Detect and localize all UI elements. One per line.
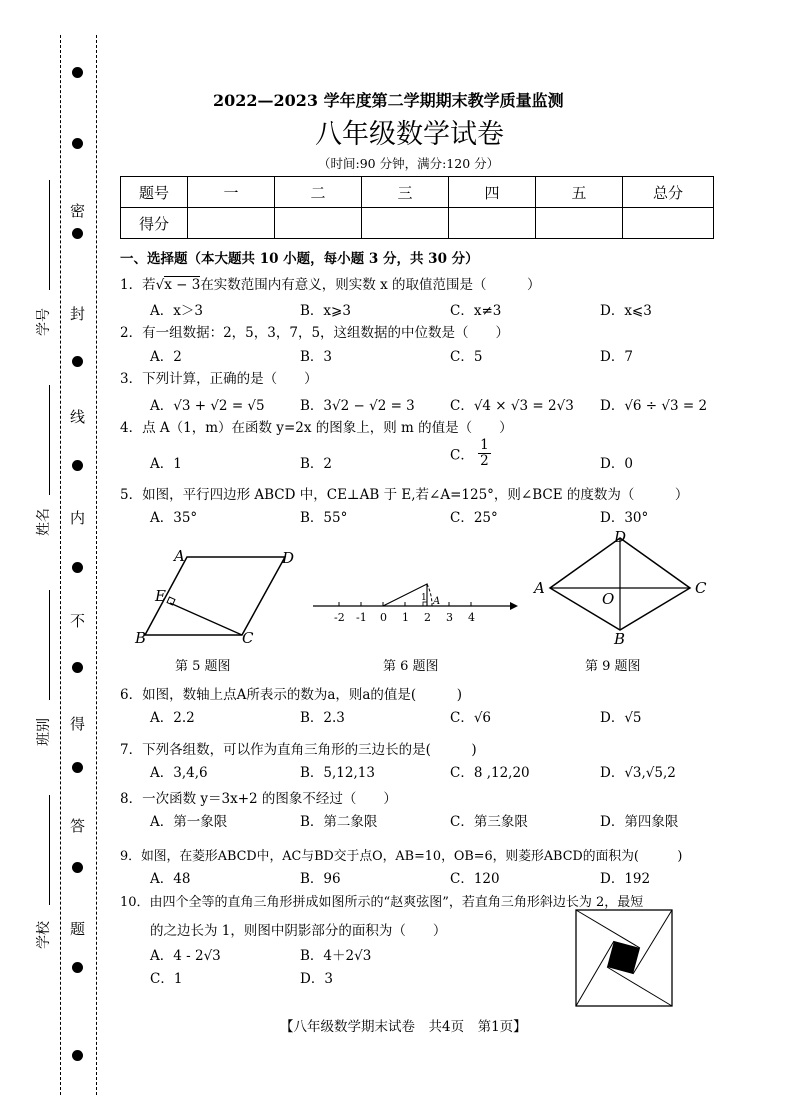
q2-option-b: B．3 <box>300 349 333 365</box>
fig5-label-e: E <box>155 587 166 605</box>
fig5-label-a: A <box>174 547 185 565</box>
binding-dot <box>72 228 83 239</box>
question-2: 2．有一组数据：2，5，3，7，5，这组数据的中位数是（ ） <box>120 325 510 341</box>
q8-option-b: B．第二象限 <box>300 814 378 830</box>
score-table-header: 一 <box>188 177 275 208</box>
figure-5-caption: 第 5 题图 <box>175 659 231 674</box>
q8-option-d: D．第四象限 <box>600 814 679 830</box>
q9-option-a: A．48 <box>150 871 191 887</box>
binding-dot <box>72 460 83 471</box>
q9-option-b: B．96 <box>300 871 341 887</box>
q6-option-a: A．2.2 <box>150 710 195 726</box>
figure-9-caption: 第 9 题图 <box>585 659 641 674</box>
fig6-tick-label: 1 <box>402 611 409 624</box>
q9-option-c: C．120 <box>450 871 500 887</box>
school-line <box>49 795 50 905</box>
q1-option-b: B．x⩾3 <box>300 303 351 319</box>
q4-option-c-label: C． <box>450 447 474 464</box>
q10-option-b: B．4＋2√3 <box>300 948 372 964</box>
binding-dot <box>72 662 83 673</box>
question-7: 7．下列各组数，可以作为直角三角形的三边长的是( ) <box>120 742 477 758</box>
score-cell[interactable] <box>188 208 275 239</box>
question-9: 9．如图，在菱形ABCD中，AC与BD交于点O，AB=10，OB=6，则菱形ABCD的面积为( ) <box>120 849 683 864</box>
q2-option-a: A．2 <box>150 349 182 365</box>
q4-option-c <box>450 438 491 469</box>
binding-dot <box>72 67 83 78</box>
score-cell[interactable] <box>623 208 714 239</box>
fig6-tick-label: 3 <box>446 611 453 624</box>
score-table-header: 三 <box>362 177 449 208</box>
fig5-label-d: D <box>282 549 295 567</box>
q1-option-a: A．x＞3 <box>150 303 203 319</box>
q7-option-d: D．√3,√5,2 <box>600 765 676 781</box>
binding-char-ti: 题 <box>70 920 86 938</box>
question-3: 3．下列计算，正确的是（ ） <box>120 371 318 387</box>
score-table <box>120 176 714 239</box>
binding-dot <box>72 762 83 773</box>
binding-char-xian: 线 <box>70 408 86 426</box>
binding-dot <box>72 862 83 873</box>
score-table-header: 总分 <box>623 177 714 208</box>
binding-char-feng: 封 <box>70 305 86 323</box>
score-table-header: 四 <box>449 177 536 208</box>
q6-option-b: B．2.3 <box>300 710 345 726</box>
question-10-line-2: 的之边长为 1，则图中阴影部分的面积为（ ） <box>150 923 447 939</box>
q4-option-b: B．2 <box>300 456 333 472</box>
sqrt-sign: √ <box>155 277 165 293</box>
q8-option-c: C．第三象限 <box>450 814 528 830</box>
q10-option-d: D．3 <box>300 971 333 987</box>
q1-radicand: x − 3 <box>164 277 201 293</box>
fig6-tick-label: -2 <box>334 611 345 624</box>
score-cell[interactable] <box>275 208 362 239</box>
q7-option-a: A．3,4,6 <box>150 765 208 781</box>
name-line <box>49 385 50 495</box>
binding-char-da: 答 <box>70 817 86 835</box>
student-id-label: 学号 <box>36 308 52 336</box>
question-8: 8．一次函数 y＝3x+2 的图象不经过（ ） <box>120 791 397 807</box>
question-6: 6．如图，数轴上点A所表示的数为a，则a的值是( ) <box>120 687 462 703</box>
q8-option-a: A．第一象限 <box>150 814 228 830</box>
q1-option-c: C．x≠3 <box>450 303 502 319</box>
fig6-leg-label: 1 <box>421 593 427 603</box>
binding-char-mi: 密 <box>70 202 86 220</box>
fig9-label-d: D <box>614 528 627 546</box>
student-id-line <box>49 180 50 290</box>
exam-info: （时间:90 分钟，满分:120 分） <box>318 156 500 171</box>
q5-option-d: D．30° <box>600 510 649 526</box>
q10-option-a: A．4 - 2√3 <box>150 948 221 964</box>
binding-char-bu: 不 <box>70 612 86 630</box>
page-footer: 【八年级数学期末试卷 共4页 第1页】 <box>280 1019 527 1035</box>
q1-option-d: D．x⩽3 <box>600 303 652 319</box>
question-4: 4．点 A（1，m）在函数 y=2x 的图象上，则 m 的值是（ ） <box>120 420 513 436</box>
q7-option-c: C．8 ,12,20 <box>450 765 530 781</box>
fig6-tick-label: 0 <box>380 611 387 624</box>
binding-dot <box>72 138 83 149</box>
question-1 <box>120 273 541 293</box>
q1-prefix: 1．若 <box>120 277 156 293</box>
score-row-label: 得分 <box>121 208 188 239</box>
binding-dot <box>72 356 83 367</box>
score-cell[interactable] <box>362 208 449 239</box>
fig9-label-o: O <box>602 590 615 608</box>
q10-option-c: C．1 <box>150 971 183 987</box>
q3-option-d: D．√6 ÷ √3 = 2 <box>600 398 708 414</box>
fig9-label-a: A <box>534 579 545 597</box>
fig6-tick-label: 4 <box>468 611 475 624</box>
q4-option-a: A．1 <box>150 456 182 472</box>
question-5: 5．如图，平行四边形 ABCD 中，CE⊥AB 于 E,若∠A=125°，则∠BCE 的度数为（ ） <box>120 487 689 503</box>
q9-option-d: D．192 <box>600 871 651 887</box>
name-label: 姓名 <box>36 508 52 536</box>
fig9-label-b: B <box>614 630 626 648</box>
q5-option-a: A．35° <box>150 510 198 526</box>
binding-dashed-line-left <box>60 35 61 1095</box>
score-table-header: 五 <box>536 177 623 208</box>
score-table-header: 二 <box>275 177 362 208</box>
q7-option-b: B．5,12,13 <box>300 765 375 781</box>
fig5-label-b: B <box>135 629 147 647</box>
binding-dot <box>72 1050 83 1061</box>
score-table-header: 题号 <box>121 177 188 208</box>
binding-dashed-line-right <box>96 35 97 1095</box>
fig9-label-c: C <box>695 579 707 597</box>
q3-option-c: C．√4 × √3 = 2√3 <box>450 398 574 414</box>
fig6-tick-label: 2 <box>424 611 431 624</box>
q2-option-d: D．7 <box>600 349 633 365</box>
score-cell[interactable] <box>449 208 536 239</box>
fig6-tick-label: -1 <box>356 611 367 624</box>
q5-option-b: B．55° <box>300 510 348 526</box>
figure-6-number-line <box>310 570 525 630</box>
binding-dot <box>72 962 83 973</box>
fig5-label-c: C <box>242 629 254 647</box>
q6-option-c: C．√6 <box>450 710 492 726</box>
q4-option-d: D．0 <box>600 456 633 472</box>
q6-option-d: D．√5 <box>600 710 642 726</box>
fig6-point-a: A <box>433 596 441 607</box>
class-line <box>49 590 50 700</box>
figure-9-rhombus <box>530 528 715 648</box>
fraction <box>478 438 491 469</box>
fraction-numerator: 1 <box>480 437 489 453</box>
binding-char-de: 得 <box>70 715 86 733</box>
school-label: 学校 <box>36 921 52 949</box>
score-cell[interactable] <box>536 208 623 239</box>
figure-5-parallelogram <box>130 545 300 650</box>
q1-suffix: 在实数范围内有意义，则实数 x 的取值范围是（ ） <box>200 277 541 293</box>
figure-10-zhaoshuang-diagram <box>574 908 676 1010</box>
exam-title: 2022—2023 学年度第二学期期末教学质量监测 <box>213 91 564 110</box>
figure-6-caption: 第 6 题图 <box>383 659 439 674</box>
question-10-line-1: 10．由四个全等的直角三角形拼成如图所示的“赵爽弦图”，若直角三角形斜边长为 2，最短 <box>120 895 644 910</box>
q5-option-c: C．25° <box>450 510 498 526</box>
binding-char-nei: 内 <box>70 509 86 527</box>
q3-option-a: A．√3 + √2 = √5 <box>150 398 265 414</box>
class-label: 班别 <box>36 718 52 746</box>
section-heading: 一、选择题（本大题共 10 小题，每小题 3 分，共 30 分） <box>120 251 479 267</box>
fraction-denominator: 2 <box>480 452 489 469</box>
q2-option-c: C．5 <box>450 349 483 365</box>
exam-subject: 八年级数学试卷 <box>315 119 504 150</box>
q3-option-b: B．3√2 − √2 = 3 <box>300 398 415 414</box>
binding-dot <box>72 562 83 573</box>
